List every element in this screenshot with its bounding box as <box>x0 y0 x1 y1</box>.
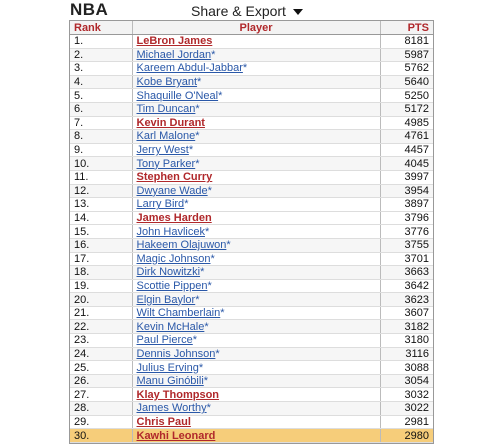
hall-of-fame-marker: * <box>242 62 248 75</box>
player-link[interactable]: Julius Erving <box>136 361 199 374</box>
table-row <box>70 266 433 280</box>
table-row <box>70 211 433 225</box>
table-row <box>70 238 433 252</box>
player-cell <box>132 198 380 212</box>
player-cell <box>132 143 380 157</box>
player-link[interactable]: James Worthy <box>136 402 207 415</box>
player-link[interactable]: Tony Parker <box>136 157 196 170</box>
pts-cell: 3997 <box>380 170 433 184</box>
hall-of-fame-marker: * <box>197 76 202 89</box>
player-link[interactable]: Dirk Nowitzki <box>136 266 201 279</box>
player-cell <box>132 116 380 130</box>
share-export-label: Share & Export <box>191 3 286 19</box>
rank-cell: 7. <box>70 116 132 130</box>
table-row <box>70 184 433 198</box>
hall-of-fame-marker: * <box>188 144 194 157</box>
rank-cell: 12. <box>70 184 132 198</box>
player-link[interactable]: LeBron James <box>136 35 213 48</box>
table-row <box>70 279 433 293</box>
player-link[interactable]: Kareem Abdul-Jabbar <box>136 62 243 75</box>
table-row <box>70 157 433 171</box>
player-cell <box>132 48 380 62</box>
rank-cell: 28. <box>70 402 132 416</box>
table-row <box>70 402 433 416</box>
table-row <box>70 361 433 375</box>
caret-down-icon <box>293 9 303 15</box>
player-cell <box>132 170 380 184</box>
rank-cell: 24. <box>70 347 132 361</box>
player-link[interactable]: Larry Bird <box>136 198 185 211</box>
player-cell <box>132 306 380 320</box>
hall-of-fame-marker: * <box>192 334 198 347</box>
player-cell <box>132 252 380 266</box>
hall-of-fame-marker: * <box>195 157 200 170</box>
table-row <box>70 35 433 49</box>
player-link[interactable]: Scottie Pippen <box>136 279 208 292</box>
hall-of-fame-marker: * <box>226 239 231 252</box>
pts-cell: 3642 <box>380 279 433 293</box>
player-cell <box>132 429 380 443</box>
hall-of-fame-marker: * <box>206 402 211 415</box>
rank-cell: 2. <box>70 48 132 62</box>
rank-cell: 17. <box>70 252 132 266</box>
pts-cell: 8181 <box>380 35 433 49</box>
table-row <box>70 170 433 184</box>
player-cell <box>132 211 380 225</box>
player-cell <box>132 184 380 198</box>
player-link[interactable]: Manu Ginóbili <box>136 375 204 388</box>
rank-cell: 5. <box>70 89 132 103</box>
player-link[interactable]: Paul Pierce <box>136 334 193 347</box>
table-row <box>70 198 433 212</box>
hall-of-fame-marker: * <box>203 375 209 388</box>
player-link[interactable]: Kawhi Leonard <box>136 429 216 442</box>
pts-cell: 5987 <box>380 48 433 62</box>
hall-of-fame-marker: * <box>207 279 212 292</box>
table-row <box>70 89 433 103</box>
table-row <box>70 116 433 130</box>
pts-cell: 2981 <box>380 415 433 429</box>
rank-cell: 6. <box>70 102 132 116</box>
pts-cell: 3663 <box>380 266 433 280</box>
player-cell <box>132 293 380 307</box>
player-link[interactable]: Kevin McHale <box>136 320 205 333</box>
pts-cell: 4761 <box>380 130 433 144</box>
table-row <box>70 334 433 348</box>
pts-cell: 3623 <box>380 293 433 307</box>
rank-cell: 16. <box>70 238 132 252</box>
table-row <box>70 293 433 307</box>
player-link[interactable]: John Havlicek <box>136 225 205 238</box>
rank-cell: 4. <box>70 75 132 89</box>
hall-of-fame-marker: * <box>184 198 189 211</box>
player-link[interactable]: Karl Malone <box>136 130 196 143</box>
hall-of-fame-marker: * <box>211 48 216 61</box>
table-header-row <box>70 21 433 35</box>
table-row <box>70 429 433 443</box>
hall-of-fame-marker: * <box>198 361 204 374</box>
player-link[interactable]: Wilt Chamberlain <box>136 307 221 320</box>
player-link[interactable]: Tim Duncan <box>136 103 196 116</box>
table-row <box>70 62 433 76</box>
pts-cell: 4985 <box>380 116 433 130</box>
pts-cell: 4457 <box>380 143 433 157</box>
pts-cell: 3796 <box>380 211 433 225</box>
rank-cell: 26. <box>70 374 132 388</box>
pts-cell: 3054 <box>380 374 433 388</box>
hall-of-fame-marker: * <box>220 307 225 320</box>
pts-cell: 3116 <box>380 347 433 361</box>
rank-cell: 19. <box>70 279 132 293</box>
player-cell <box>132 75 380 89</box>
pts-cell: 5250 <box>380 89 433 103</box>
player-cell <box>132 238 380 252</box>
table-row <box>70 388 433 402</box>
player-link[interactable]: Kevin Durant <box>136 116 205 129</box>
rank-cell: 11. <box>70 170 132 184</box>
column-header-pts[interactable]: PTS <box>380 21 433 35</box>
rank-cell: 20. <box>70 293 132 307</box>
header-bar <box>70 0 440 20</box>
pts-cell: 3776 <box>380 225 433 239</box>
player-link[interactable]: Hakeem Olajuwon <box>136 239 227 252</box>
hall-of-fame-marker: * <box>195 293 200 306</box>
rank-cell: 10. <box>70 157 132 171</box>
pts-cell: 3607 <box>380 306 433 320</box>
player-cell <box>132 102 380 116</box>
player-link[interactable]: Kobe Bryant <box>136 76 198 89</box>
rank-cell: 27. <box>70 388 132 402</box>
player-link[interactable]: Jerry West <box>136 144 189 157</box>
player-cell <box>132 266 380 280</box>
pts-cell: 3954 <box>380 184 433 198</box>
player-cell <box>132 320 380 334</box>
table-row <box>70 415 433 429</box>
rank-cell: 21. <box>70 306 132 320</box>
table-row <box>70 320 433 334</box>
table-row <box>70 306 433 320</box>
pts-cell: 3032 <box>380 388 433 402</box>
rank-cell: 29. <box>70 415 132 429</box>
rank-cell: 9. <box>70 143 132 157</box>
player-cell <box>132 62 380 76</box>
hall-of-fame-marker: * <box>207 184 212 197</box>
player-cell <box>132 374 380 388</box>
hall-of-fame-marker: * <box>195 103 200 116</box>
pts-cell: 3701 <box>380 252 433 266</box>
player-cell <box>132 334 380 348</box>
hall-of-fame-marker: * <box>200 266 205 279</box>
pts-cell: 5172 <box>380 102 433 116</box>
hall-of-fame-marker: * <box>195 130 200 143</box>
pts-cell: 3897 <box>380 198 433 212</box>
hall-of-fame-marker: * <box>218 89 223 102</box>
player-cell <box>132 415 380 429</box>
page-title: NBA <box>70 0 109 19</box>
stats-table-container <box>69 20 434 444</box>
player-cell <box>132 347 380 361</box>
pts-cell: 3022 <box>380 402 433 416</box>
player-cell <box>132 157 380 171</box>
rank-cell: 22. <box>70 320 132 334</box>
player-link[interactable]: Shaquille O'Neal <box>136 89 219 102</box>
table-row <box>70 102 433 116</box>
pts-cell: 2980 <box>380 429 433 443</box>
rank-cell: 8. <box>70 130 132 144</box>
table-row <box>70 143 433 157</box>
pts-cell: 3180 <box>380 334 433 348</box>
rank-cell: 18. <box>70 266 132 280</box>
player-cell <box>132 89 380 103</box>
player-link[interactable]: Dennis Johnson <box>136 347 216 360</box>
table-row <box>70 374 433 388</box>
hall-of-fame-marker: * <box>215 347 220 360</box>
player-cell <box>132 225 380 239</box>
player-cell <box>132 361 380 375</box>
player-link[interactable]: Magic Johnson <box>136 252 211 265</box>
table-row <box>70 48 433 62</box>
player-cell <box>132 130 380 144</box>
player-cell <box>132 35 380 49</box>
player-link[interactable]: James Harden <box>136 212 212 225</box>
rank-cell: 30. <box>70 429 132 443</box>
table-body <box>70 35 433 443</box>
pts-cell: 4045 <box>380 157 433 171</box>
column-header-player[interactable]: Player <box>132 21 380 35</box>
table-row <box>70 347 433 361</box>
hall-of-fame-marker: * <box>204 320 209 333</box>
player-link[interactable]: Chris Paul <box>136 415 191 428</box>
table-row <box>70 252 433 266</box>
pts-cell: 3088 <box>380 361 433 375</box>
hall-of-fame-marker: * <box>210 252 215 265</box>
rank-cell: 25. <box>70 361 132 375</box>
column-header-rank[interactable]: Rank <box>70 21 132 35</box>
player-cell <box>132 388 380 402</box>
player-cell <box>132 279 380 293</box>
pts-cell: 5640 <box>380 75 433 89</box>
share-export-button[interactable] <box>191 3 303 19</box>
table-row <box>70 75 433 89</box>
player-link[interactable]: Elgin Baylor <box>136 293 196 306</box>
rank-cell: 3. <box>70 62 132 76</box>
rank-cell: 23. <box>70 334 132 348</box>
rank-cell: 13. <box>70 198 132 212</box>
rank-cell: 15. <box>70 225 132 239</box>
rank-cell: 14. <box>70 211 132 225</box>
player-link[interactable]: Stephen Curry <box>136 171 213 184</box>
player-link[interactable]: Klay Thompson <box>136 388 220 401</box>
player-link[interactable]: Dwyane Wade <box>136 184 208 197</box>
pts-cell: 3755 <box>380 238 433 252</box>
pts-cell: 3182 <box>380 320 433 334</box>
rank-cell: 1. <box>70 35 132 49</box>
table-row <box>70 130 433 144</box>
player-link[interactable]: Michael Jordan <box>136 48 212 61</box>
pts-cell: 5762 <box>380 62 433 76</box>
player-cell <box>132 402 380 416</box>
hall-of-fame-marker: * <box>204 225 210 238</box>
stats-table <box>70 21 433 443</box>
table-row <box>70 225 433 239</box>
